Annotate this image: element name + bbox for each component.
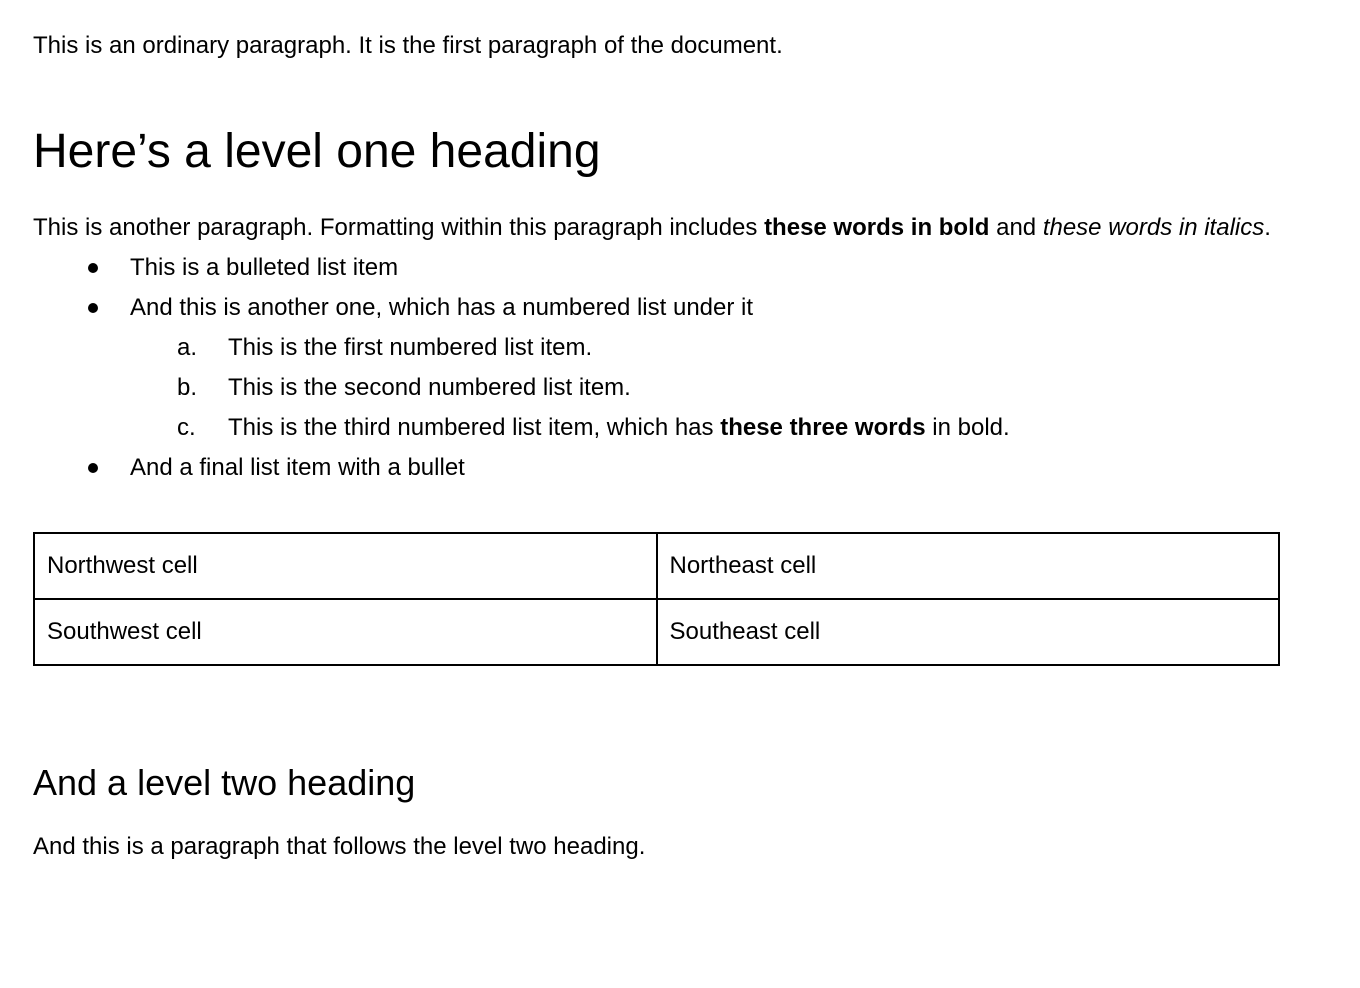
list-marker-a: a. (177, 334, 198, 361)
paragraph-formatting-text-end: . (1264, 214, 1271, 241)
document-table (33, 532, 1280, 666)
bullet-disc-icon (88, 303, 98, 313)
paragraph-formatting-text-middle: and (989, 214, 1043, 241)
paragraph-formatting (33, 208, 1300, 248)
bullet-disc-icon (88, 263, 98, 273)
list-item-lettered-b-text: This is the second numbered list item. (228, 374, 631, 401)
list-item-bullet-3 (33, 448, 1300, 488)
table-row-south (34, 599, 1279, 665)
list-item-lettered-a-text: This is the first numbered list item. (228, 334, 593, 361)
list-item-lettered-c-text-end: in bold. (925, 414, 1010, 441)
bullet-disc-icon (88, 463, 98, 473)
list-item-lettered-a (130, 328, 1300, 368)
paragraph-after-h2: And this is a paragraph that follows the level two heading. (33, 833, 646, 860)
paragraph-formatting-text-start: This is another paragraph. Formatting within this paragraph includes (33, 214, 765, 241)
list-item-lettered-c-bold-text: these three words (720, 414, 926, 441)
list-item-bullet-1 (33, 248, 1300, 288)
table-cell-southeast: Southeast cell (657, 599, 1280, 665)
list-item-bullet-3-text: And a final list item with a bullet (130, 454, 465, 481)
list-item-lettered-b (130, 368, 1300, 408)
list-item-bullet-2 (33, 288, 1300, 448)
paragraph-intro: This is an ordinary paragraph. It is the first paragraph of the document. (33, 32, 783, 59)
table-cell-northwest: Northwest cell (34, 533, 657, 599)
numbered-sublist (130, 328, 1300, 448)
list-item-lettered-c-text-start: This is the third numbered list item, which has (228, 414, 721, 441)
list-marker-b: b. (177, 374, 198, 401)
table-cell-northeast: Northeast cell (657, 533, 1280, 599)
list-item-bullet-2-text: And this is another one, which has a numbered list under it (130, 294, 754, 321)
list-item-bullet-1-text: This is a bulleted list item (130, 254, 399, 281)
heading-level-two: And a level two heading (33, 762, 416, 803)
paragraph-formatting-italic-text: these words in italics (1042, 214, 1265, 241)
paragraph-formatting-bold-text: these words in bold (764, 214, 990, 241)
bulleted-list (33, 248, 1300, 488)
table-cell-southwest: Southwest cell (34, 599, 657, 665)
list-marker-c: c. (177, 414, 196, 441)
table-row-north (34, 533, 1279, 599)
list-item-lettered-c (130, 408, 1300, 448)
heading-level-one: Here’s a level one heading (33, 125, 601, 178)
